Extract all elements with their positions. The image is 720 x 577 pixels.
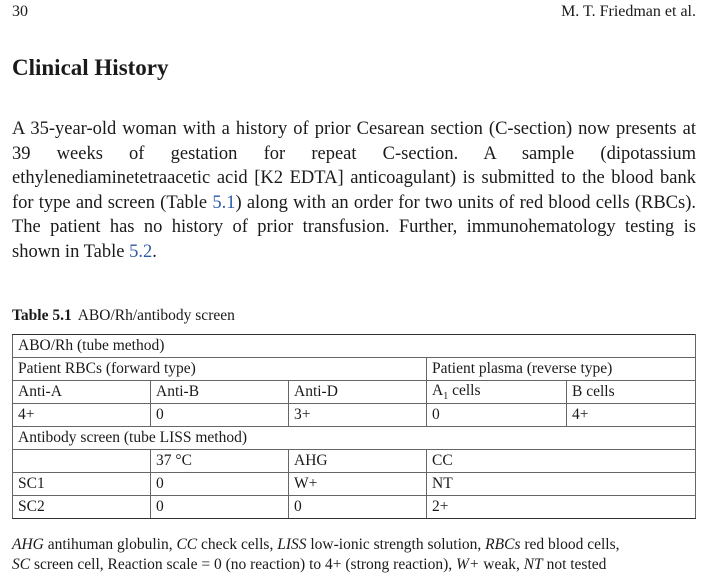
sc2-ahg-cell: 0: [289, 496, 427, 519]
page-number: 30: [12, 3, 28, 20]
forward-type-header-cell: Patient RBCs (forward type): [13, 358, 427, 381]
table-footnote: [12, 535, 702, 575]
anti-a-value-cell: 4+: [13, 404, 151, 427]
footnote-def: red blood cells,: [520, 536, 620, 553]
b-cells-header-cell: B cells: [567, 381, 696, 404]
table-row: [13, 450, 696, 473]
footnote-term: W+: [456, 556, 480, 573]
screen-37c-header-cell: 37 °C: [151, 450, 289, 473]
footnote-term: CC: [176, 536, 198, 553]
anti-d-header-cell: Anti-D: [289, 381, 427, 404]
footnote-def: screen cell, Reaction scale = 0 (no reaction) to 4+ (strong reaction),: [30, 556, 457, 573]
table-row: [13, 381, 696, 404]
sc2-37c-cell: 0: [151, 496, 289, 519]
b-cells-value-cell: 4+: [567, 404, 696, 427]
a1-letter: A: [432, 381, 444, 399]
paragraph-text-3: .: [152, 241, 157, 262]
anti-a-header-cell: Anti-A: [13, 381, 151, 404]
table-row: [13, 335, 696, 358]
antibody-screen-header-cell: Antibody screen (tube LISS method): [13, 427, 696, 450]
abo-rh-antibody-table: [12, 334, 696, 519]
footnote-def: low-ionic strength solution,: [306, 536, 486, 553]
table-row: [13, 473, 696, 496]
a1-cells-value-cell: 0: [427, 404, 567, 427]
table-ref-5-1-link[interactable]: 5.1: [212, 192, 236, 213]
a1-cells-suffix: cells: [448, 381, 481, 399]
anti-d-value-cell: 3+: [289, 404, 427, 427]
footnote-term: NT: [523, 556, 543, 573]
a1-cells-header-cell: [427, 381, 567, 404]
section-title: Clinical History: [12, 55, 169, 80]
footnote-def: check cells,: [197, 536, 278, 553]
table-ref-5-2-link[interactable]: 5.2: [129, 241, 153, 262]
footnote-def: antihuman globulin,: [43, 536, 177, 553]
footnote-term: SC: [12, 556, 31, 573]
abo-rh-header-cell: ABO/Rh (tube method): [13, 335, 696, 358]
sc2-label-cell: SC2: [13, 496, 151, 519]
screen-ahg-header-cell: AHG: [289, 450, 427, 473]
footnote-term: RBCs: [485, 536, 521, 553]
anti-b-value-cell: 0: [151, 404, 289, 427]
paragraph-text-1: A 35-year-old woman with a history of prior Cesarean section (C-section) now presents at 39 weeks of gestation for repeat C-section. A sample (dipotassium ethylenediaminetetraacetic acid [K2 EDTA] anticoagulant) is submitted to the blood bank for type and screen (Table: [12, 119, 696, 213]
table-caption: [12, 307, 235, 325]
footnote-def: weak,: [479, 556, 524, 573]
table-row: [13, 496, 696, 519]
paragraph-text-2: ) along with an order for two units of red blood cells (RBCs). The patient has no history of prior transfusion. Further, immunohematology testing is shown in Table: [12, 192, 697, 262]
sc2-cc-cell: 2+: [427, 496, 696, 519]
reverse-type-header-cell: Patient plasma (reverse type): [427, 358, 696, 381]
running-header-author: M. T. Friedman et al.: [561, 3, 696, 20]
sc1-37c-cell: 0: [151, 473, 289, 496]
table-row: [13, 427, 696, 450]
sc1-ahg-cell: W+: [289, 473, 427, 496]
table-caption-text: ABO/Rh/antibody screen: [77, 307, 235, 324]
footnote-def: not tested: [542, 556, 607, 573]
sc1-cc-cell: NT: [427, 473, 696, 496]
screen-cc-header-cell: CC: [427, 450, 696, 473]
table-caption-label: Table 5.1: [12, 307, 72, 324]
table-row: [13, 404, 696, 427]
footnote-term: LISS: [277, 536, 307, 553]
clinical-history-paragraph: [12, 117, 696, 264]
anti-b-header-cell: Anti-B: [151, 381, 289, 404]
a1-subscript: 1: [443, 391, 449, 403]
sc1-label-cell: SC1: [13, 473, 151, 496]
footnote-term: AHG: [12, 536, 44, 553]
screen-empty-header-cell: [13, 450, 151, 473]
table-row: [13, 358, 696, 381]
